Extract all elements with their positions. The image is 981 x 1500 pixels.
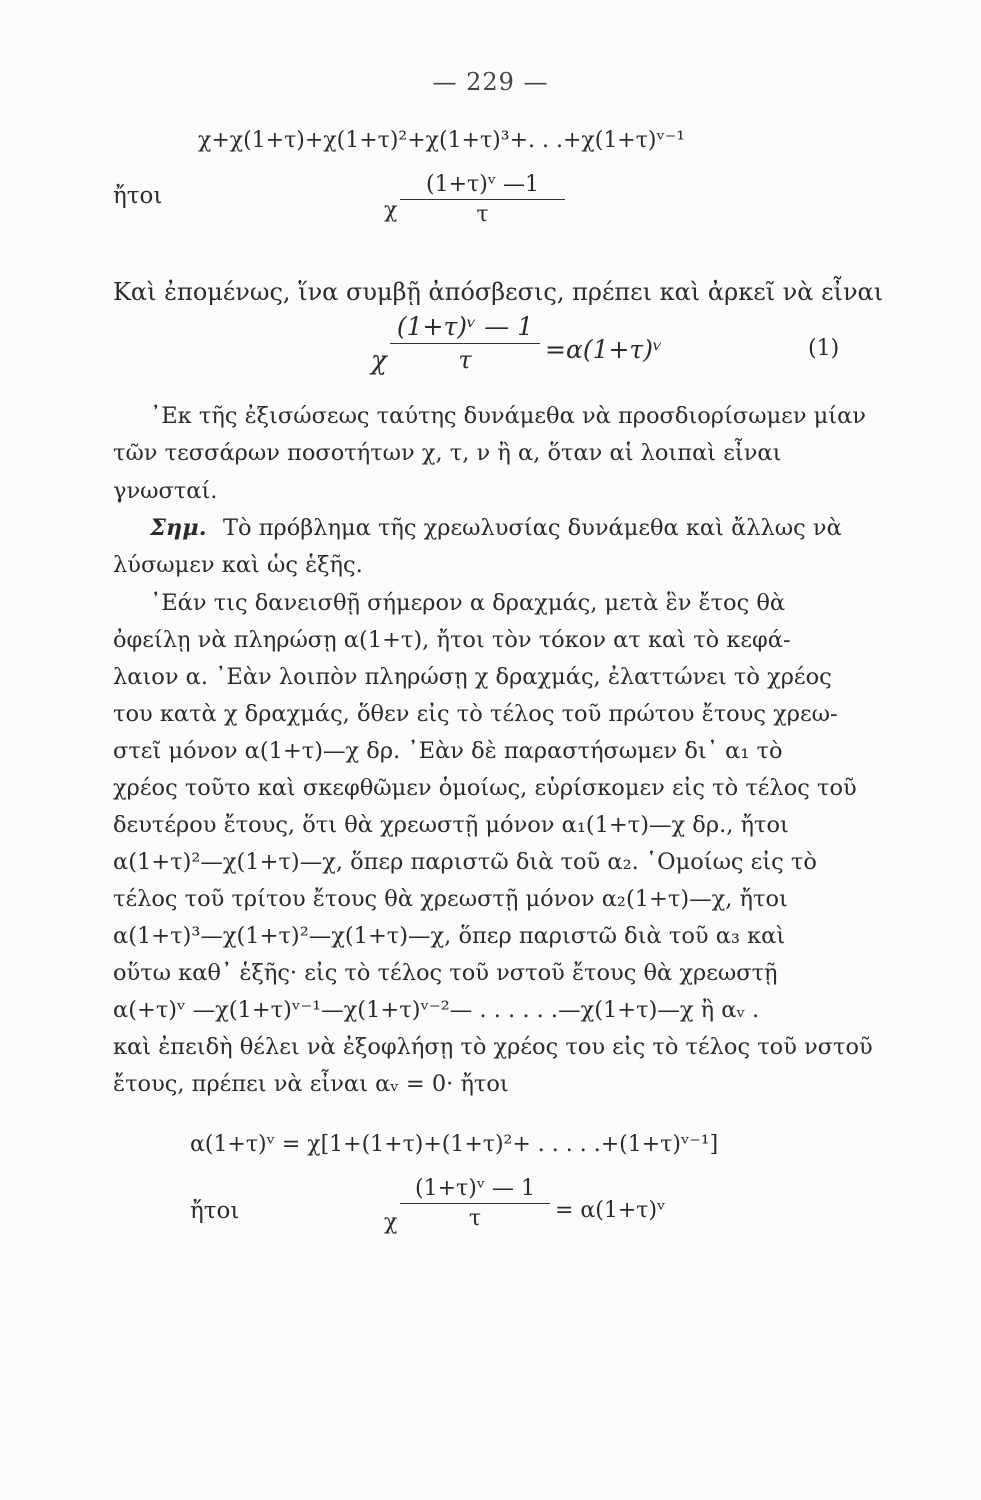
p3-line-10: α(1+τ)³—χ(1+τ)²—χ(1+τ)—χ, ὅπερ παριστῶ διὰ τοῦ α₃ καὶ — [113, 923, 786, 949]
p3-line-14: ἔτους, πρέπει νὰ εἶναι αᵥ = 0· ἤτοι — [113, 1071, 509, 1097]
p1-line-3: γνωσταί. — [113, 478, 218, 504]
p1-line-1: ᾿Εκ τῆς ἐξισώσεως ταύτης δυνάμεθα νὰ προσδιορίσωμεν μίαν — [150, 403, 866, 429]
eq3-rhs: = α(1+τ)ᵛ — [555, 1198, 666, 1223]
p3-line-9: τέλος τοῦ τρίτου ἔτους θὰ χρεωστῇ μόνον α₂(1+τ)—χ, ἤτοι — [113, 886, 788, 912]
kai-epomenos-line: Καὶ ἐπομένως, ἵνα συμβῇ ἀπόσβεσις, πρέπει καὶ ἀρκεῖ νὰ εἶναι — [113, 278, 884, 306]
p3-line-12: α(+τ)ᵛ —χ(1+τ)ᵛ⁻¹—χ(1+τ)ᵛ⁻²— . . . . . .—χ(1+τ)—χ ἢ αᵥ . — [113, 997, 760, 1023]
p2-line-2: λύσωμεν καὶ ὡς ἑξῆς. — [113, 552, 363, 578]
p3-line-6: χρέος τοῦτο καὶ σκεφθῶμεν ὁμοίως, εὑρίσκομεν εἰς τὸ τέλος τοῦ — [113, 775, 857, 801]
eq3-fraction — [400, 1176, 550, 1231]
eq1-denominator: τ — [458, 346, 472, 374]
eq3-denominator: τ — [468, 1206, 482, 1231]
frac1 — [400, 172, 565, 227]
eq1-numerator: (1+τ)ᵛ — 1 — [390, 312, 540, 344]
p3-line-2: ὀφείλῃ νὰ πληρώσῃ α(1+τ), ἤτοι τὸν τόκον ατ καὶ τὸ κεφά- — [113, 627, 791, 653]
p3-line-5: στεῖ μόνον α(1+τ)—χ δρ. ᾿Εὰν δὲ παραστήσωμεν δι᾿ α₁ τὸ — [113, 738, 783, 764]
frac1-denominator: τ — [476, 202, 489, 227]
eq2-line: α(1+τ)ᵛ = χ[1+(1+τ)+(1+τ)²+ . . . . .+(1+τ)ᵛ⁻¹] — [190, 1132, 719, 1157]
itoi-label-2: ἤτοι — [190, 1198, 240, 1224]
p1-line-2: τῶν τεσσάρων ποσοτήτων χ, τ, ν ἢ α, ὅταν αἱ λοιπαὶ εἶναι — [113, 440, 782, 466]
eq1-rhs: =α(1+τ)ᵛ — [545, 335, 663, 364]
frac1-numerator: (1+τ)ᵛ —1 — [400, 172, 565, 200]
eq1-number: (1) — [808, 336, 840, 361]
p3-line-4: του κατὰ χ δραχμάς, ὅθεν εἰς τὸ τέλος τοῦ πρώτου ἔτους χρεω- — [113, 701, 838, 727]
p3-line-3: λαιον α. ᾿Εὰν λοιπὸν πληρώσῃ χ δραχμάς, ἐλαττώνει τὸ χρέος — [113, 664, 832, 690]
series-sum-line: χ+χ(1+τ)+χ(1+τ)²+χ(1+τ)³+. . .+χ(1+τ)ᵛ⁻¹ — [198, 128, 686, 153]
p3-line-11: οὕτω καθ᾿ ἑξῆς· εἰς τὸ τέλος τοῦ νστοῦ ἔτους θὰ χρεωστῇ — [113, 960, 778, 986]
eq1-fraction — [390, 312, 540, 374]
frac1-coefficient: χ — [384, 198, 398, 223]
eq1-coefficient: χ — [371, 346, 387, 376]
p3-line-8: α(1+τ)²—χ(1+τ)—χ, ὅπερ παριστῶ διὰ τοῦ α₂. ῾Ομοίως εἰς τὸ — [113, 849, 817, 875]
p3-line-13: καὶ ἐπειδὴ θέλει νὰ ἐξοφλήσῃ τὸ χρέος του εἰς τὸ τέλος τοῦ νστοῦ — [113, 1034, 873, 1060]
p2-line-1: Τὸ πρόβλημα τῆς χρεωλυσίας δυνάμεθα καὶ ἄλλως νὰ — [223, 515, 842, 541]
page-number: — 229 — — [432, 68, 549, 96]
p3-line-1: ᾿Εάν τις δανεισθῇ σήμερον α δραχμάς, μετὰ ἓν ἔτος θὰ — [150, 590, 786, 616]
itoi-label-1: ἤτοι — [113, 183, 163, 209]
eq3-numerator: (1+τ)ᵛ — 1 — [400, 1176, 550, 1204]
p3-line-7: δευτέρου ἔτους, ὅτι θὰ χρεωστῇ μόνον α₁(1+τ)—χ δρ., ἤτοι — [113, 812, 789, 838]
note-label: Σημ. — [150, 515, 207, 541]
eq3-coefficient: χ — [384, 1210, 398, 1235]
